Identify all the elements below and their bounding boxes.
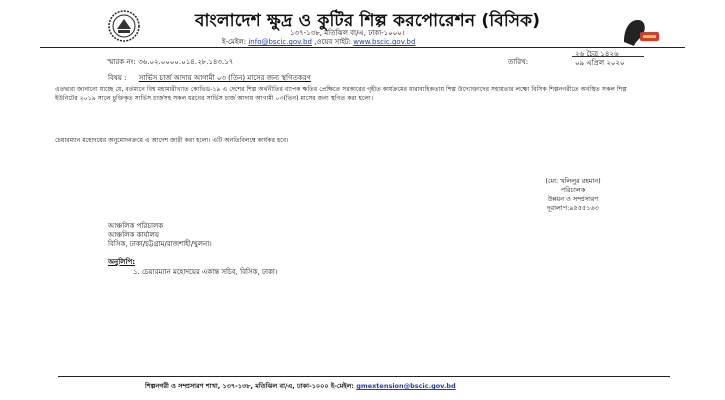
- bscic-emblem-icon: [108, 10, 140, 42]
- memo-number: স্মারক নং: ৩৬.০২.০০০০.০১৪.২৮.১৪৩.১৭: [107, 58, 234, 66]
- subject-line: [108, 72, 311, 84]
- signatory-division: উন্নয়ন ও সম্প্রসারণ: [547, 195, 599, 203]
- body-paragraph: চেয়ারম্যান মহোদয়ের অনুমোদনক্রমে এ আদেশ জারী করা হলো। এটি অনতিবিলম্বে কার্যকর হবে।: [55, 137, 289, 144]
- date-gregorian: ০৯ এপ্রিল ২০২০: [575, 59, 625, 67]
- website-link[interactable]: www.bscic.gov.bd: [353, 38, 416, 46]
- signatory-phone: দূরালাপ:৯৫৫৫১৬৩: [547, 204, 599, 212]
- footer-email-link[interactable]: gmextension@bscic.gov.bd: [356, 382, 456, 390]
- organization-address: ১৩৭-১৩৮, মতিঝিল বা/এ, ঢাকা-১০০০।: [290, 29, 405, 37]
- recipient-line: বিসিক, ঢাকা/চট্টগ্রাম/রাজশাহী/খুলনা।: [108, 240, 212, 248]
- footer: [145, 381, 456, 392]
- date-label: তারিখ:: [508, 58, 529, 66]
- footer-divider: [58, 376, 670, 377]
- recipient-line: আঞ্চলিক কার্যালয়: [108, 231, 159, 239]
- email-link[interactable]: info@bscic.gov.bd: [248, 38, 312, 46]
- organization-title: বাংলাদেশ ক্ষুদ্র ও কুটির শিল্প করপোরেশন (বিসিক): [195, 11, 541, 31]
- web-label: ,ওয়েব সাইট:: [314, 38, 352, 46]
- subject-text: সার্ভিস চার্জ আদায় আগামী ০৩ (তিন) মাসের জন্য স্থগিতকরণ: [138, 74, 311, 82]
- email-label: ই-মেইল:: [222, 38, 247, 46]
- copy-label: অনুলিপি:: [108, 258, 136, 266]
- footer-text: শিল্পনগরী ও সম্প্রসারণ শাখা, ১৩৭-১৩৮, মতিঝিল বা/এ, ঢাকা-১০০০ ই-মেইল:: [145, 382, 355, 390]
- subject-label: বিষয় :: [108, 74, 127, 82]
- mujib-borsho-logo-icon: [618, 14, 660, 48]
- recipient-line: আঞ্চলিক পরিচালক: [108, 222, 164, 230]
- body-paragraph: এতদ্বারা জানানো যাচ্ছে যে, বর্তমানে বিশ্ব মহামারীখ্যাত কোভিড-১৯ এ দেশের শিল্প অর্থনীতির ব্যাপক ক্ষতির প্রেক্ষিতে সরকারের গৃহীত কার্যক্রমের ধারাবাহিকতায় শিল্প উদ্যোক্তাদের সহায়তার লক্ষ্যে বিসিক শিল্পনগরীতে অবস্থিত সকল শিল্প ইউনিটের ২০১৯ সালে চুক্তিকৃত সার্ভিস চার্জসহ সকল ধরনের সার্ভিস চার্জ আদায় আগামী ০৩(তিন) মাসের জন্য স্থগিত করা হলো।: [55, 86, 627, 102]
- date-bangla: ২৬ চৈত্র ১৪২৬: [575, 50, 619, 58]
- signatory-name: (মো: খলিলুর রহমান): [545, 177, 601, 185]
- copy-list-item: ১. চেয়ারম্যান মহোদয়ের একান্ত সচিব, বিসিক, ঢাকা।: [133, 268, 278, 276]
- signatory-designation: পরিচালক: [560, 186, 586, 194]
